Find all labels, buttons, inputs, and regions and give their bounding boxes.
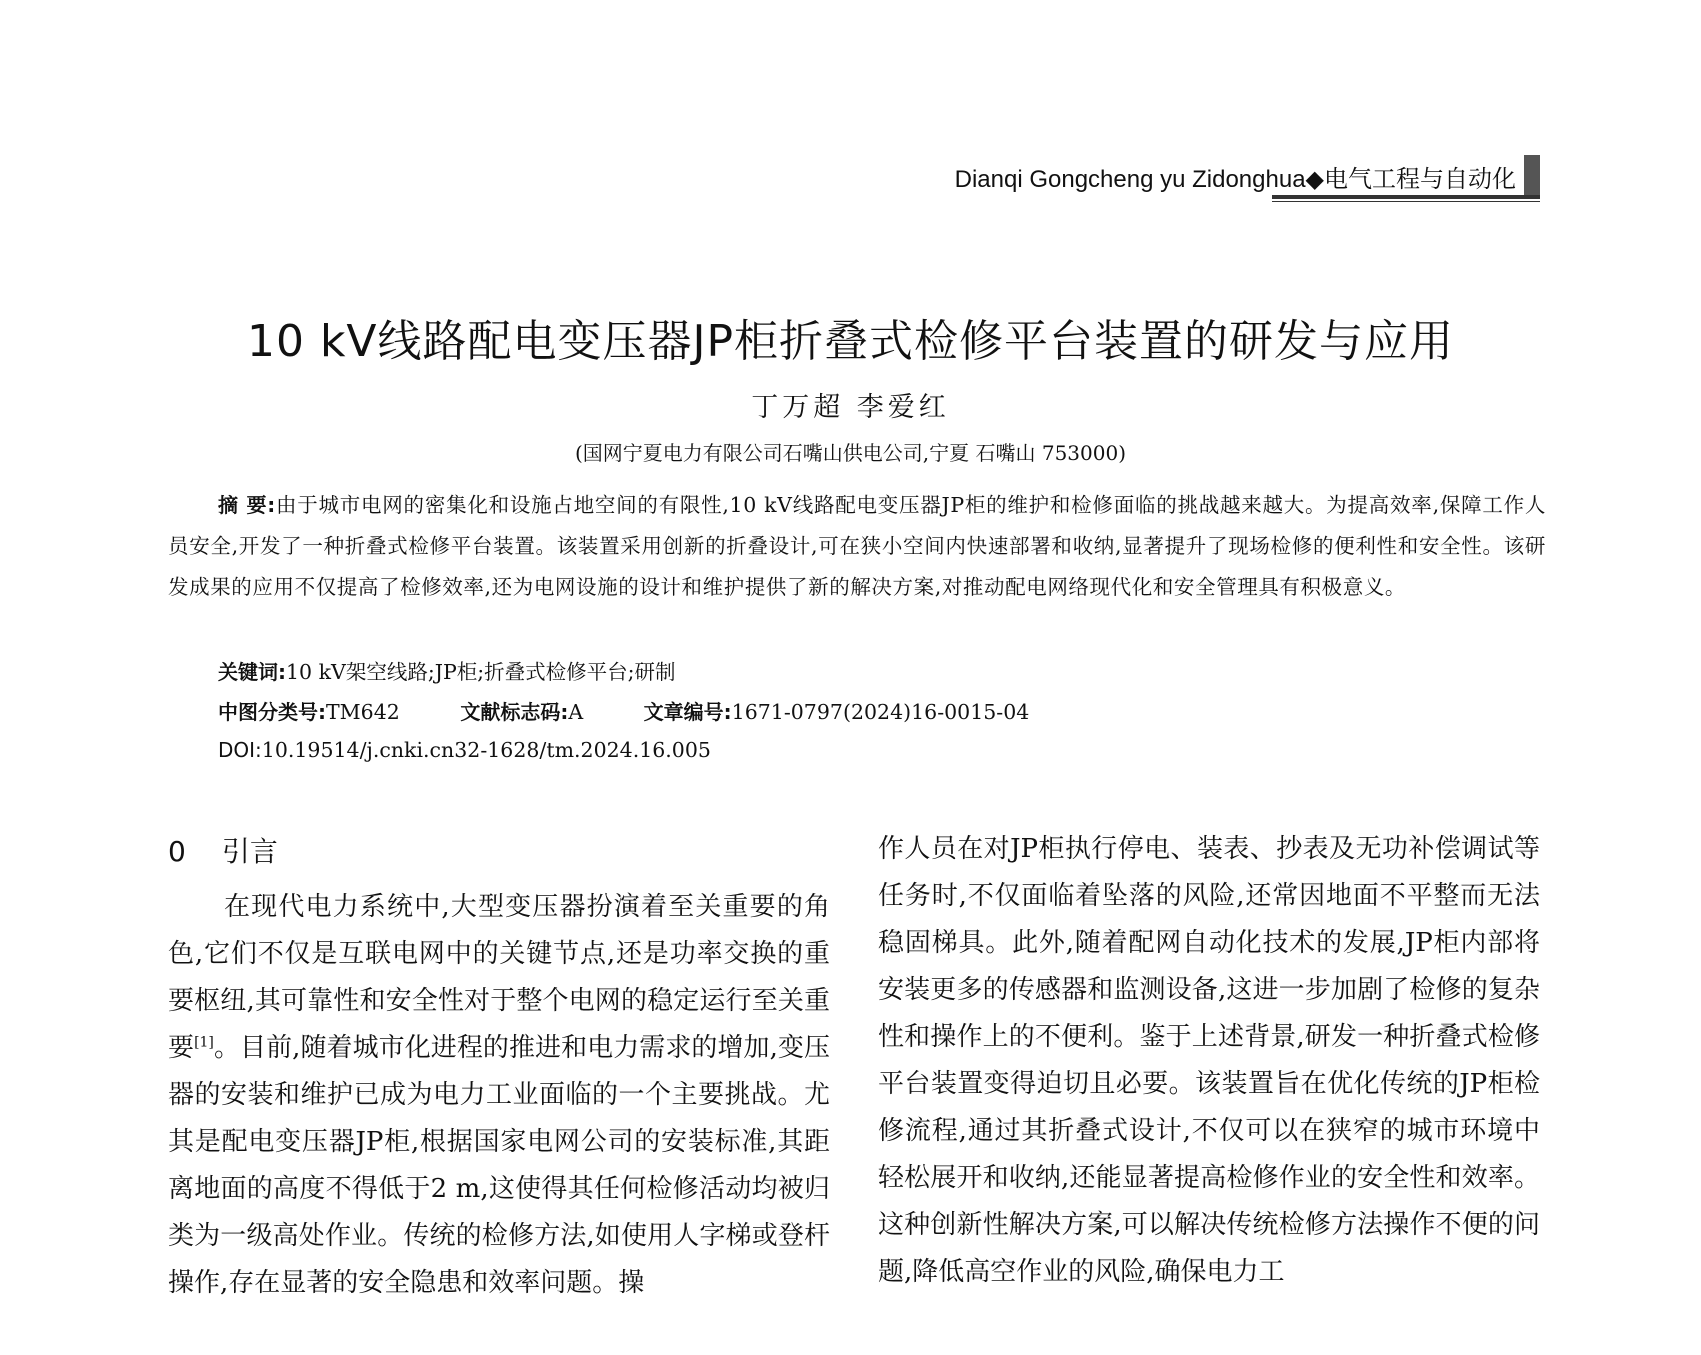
body-text-part2: 。目前,随着城市化进程的推进和电力需求的增加,变压器的安装和维护已成为电力工业面临的一个主要挑战。尤其是配电变压器JP柜,根据国家电网公司的安装标准,其距离地面的高度不得低于2 m,这使得其任何检修活动均被归类为一级高处作业。传统的检修方法,如使用人字梯或登杆操作,存在显著的安全隐患和效率问题。操 bbox=[168, 1033, 830, 1298]
article-title: 10 kV线路配电变压器JP柜折叠式检修平台装置的研发与应用 bbox=[246, 316, 1455, 367]
section-number: 0 bbox=[168, 835, 186, 868]
body-paragraph bbox=[168, 884, 830, 1307]
article-affiliation: (国网宁夏电力有限公司石嘴山供电公司,宁夏 石嘴山 753000) bbox=[574, 441, 1127, 465]
running-head-text: Dianqi Gongcheng yu Zidonghua◆电气工程与自动化 bbox=[954, 166, 1516, 193]
header-bar-decoration bbox=[1524, 155, 1540, 195]
doi-label: DOI: bbox=[218, 738, 262, 762]
keywords-label: 关键词: bbox=[218, 660, 286, 684]
keywords-line bbox=[218, 655, 676, 685]
article-no-label: 文章编号: bbox=[643, 700, 732, 724]
body-paragraph-continued: 作人员在对JP柜执行停电、装表、抄表及无功补偿调试等任务时,不仅面临着坠落的风险,还常因地面不平整而无法稳固梯具。此外,随着配网自动化技术的发展,JP柜内部将安装更多的传感器和监测设备,这进一步加剧了检修的复杂性和操作上的不便利。鉴于上述背景,研发一种折叠式检修平台装置变得迫切且必要。该装置旨在优化传统的JP柜检修流程,通过其折叠式设计,不仅可以在狭窄的城市环境中轻松展开和收纳,还能显著提高检修作业的安全性和效率。这种创新性解决方案,可以解决传统检修方法操作不便的问题,降低高空作业的风险,确保电力工 bbox=[878, 834, 1540, 1287]
keywords-value: 10 kV架空线路;JP柜;折叠式检修平台;研制 bbox=[286, 660, 676, 684]
header-rule bbox=[1272, 195, 1540, 199]
running-header bbox=[900, 155, 1540, 203]
classification-line bbox=[218, 696, 1029, 725]
doi-value: 10.19514/j.cnki.cn32-1628/tm.2024.16.005 bbox=[261, 738, 711, 762]
doc-code-value: A bbox=[568, 700, 584, 724]
abstract-label: 摘 要: bbox=[218, 493, 276, 517]
clc-value: TM642 bbox=[326, 700, 400, 724]
doi-line bbox=[218, 738, 711, 762]
doc-code-label: 文献标志码: bbox=[460, 700, 569, 724]
abstract-text: 由于城市电网的密集化和设施占地空间的有限性,10 kV线路配电变压器JP柜的维护和检修面临的挑战越来越大。为提高效率,保障工作人员安全,开发了一种折叠式检修平台装置。该装置采用创新的折叠设计,可在狭小空间内快速部署和收纳,显著提升了现场检修的便利性和安全性。该研发成果的应用不仅提高了检修效率,还为电网设施的设计和维护提供了新的解决方案,对推动配电网络现代化和安全管理具有积极意义。 bbox=[168, 493, 1546, 599]
section-heading bbox=[168, 830, 278, 870]
header-rule-thin bbox=[1272, 201, 1540, 202]
body-column-left bbox=[168, 884, 830, 1307]
article-authors: 丁万超 李爱红 bbox=[751, 392, 950, 423]
clc-label: 中图分类号: bbox=[218, 700, 326, 724]
article-no-value: 1671-0797(2024)16-0015-04 bbox=[731, 700, 1030, 724]
body-column-right bbox=[878, 826, 1540, 1296]
body-text-part1: 在现代电力系统中,大型变压器扮演着至关重要的角色,它们不仅是互联电网中的关键节点,还是功率交换的重要枢纽,其可靠性和安全性对于整个电网的稳定运行至关重要 bbox=[168, 892, 830, 1063]
section-title: 引言 bbox=[221, 835, 278, 868]
abstract bbox=[168, 485, 1546, 608]
citation-ref: [1] bbox=[194, 1034, 214, 1051]
